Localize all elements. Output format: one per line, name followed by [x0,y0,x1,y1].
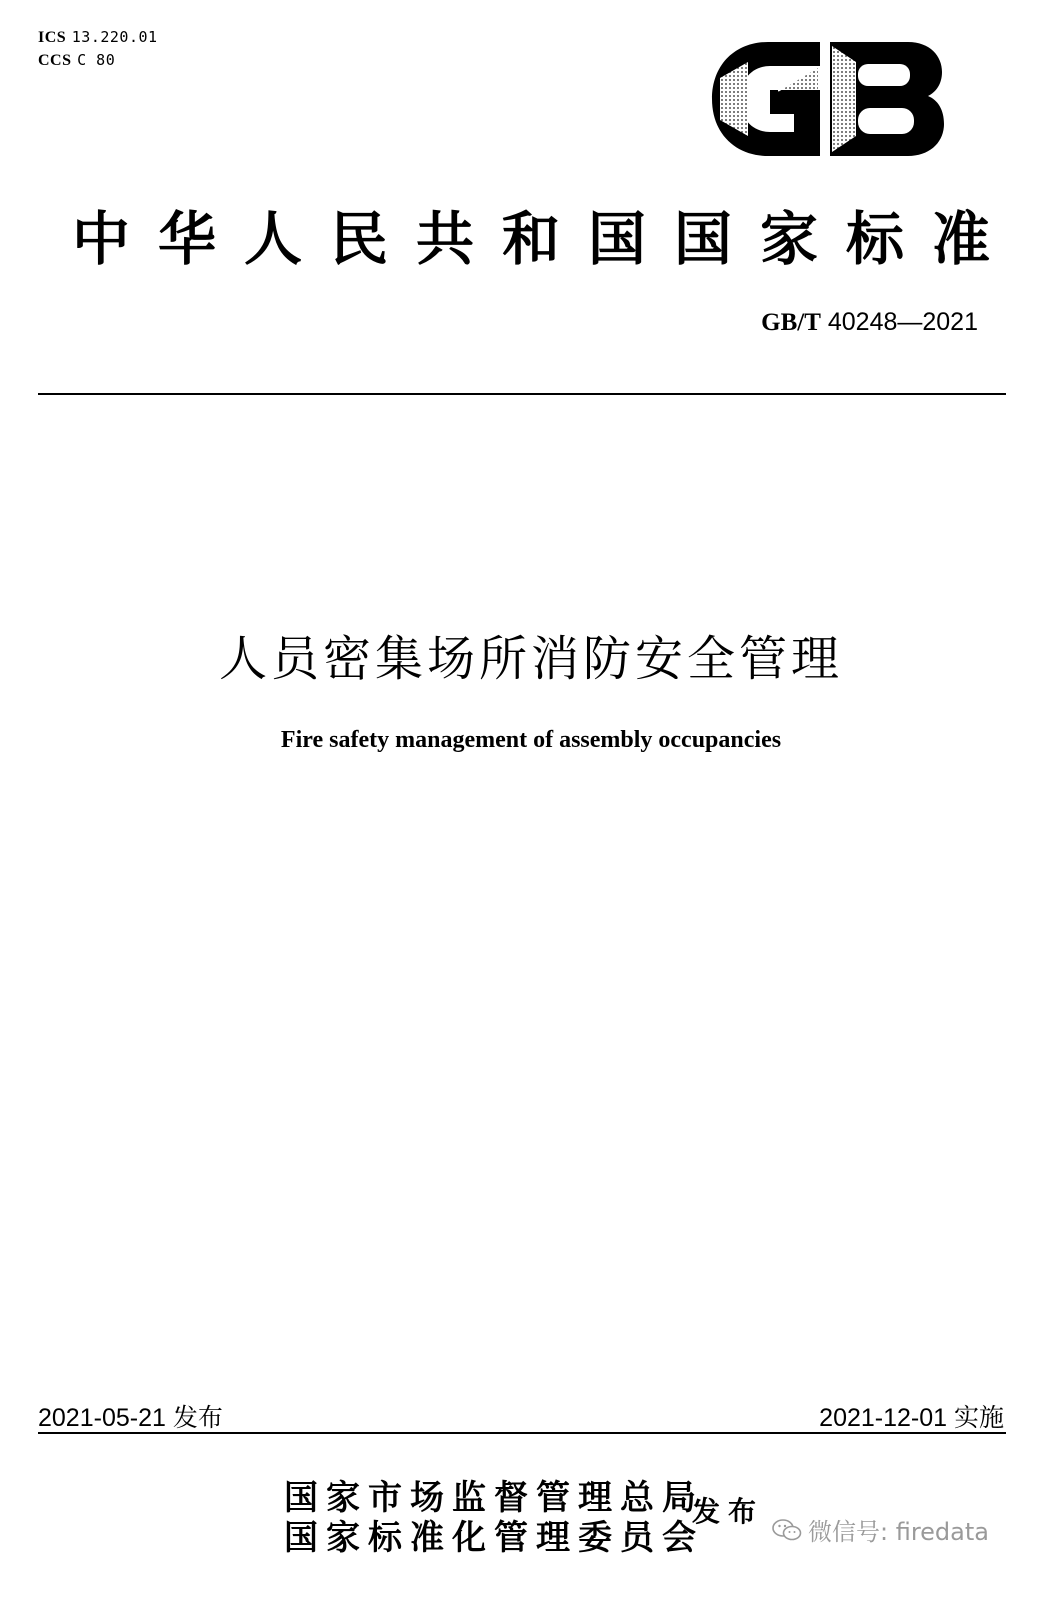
classification-codes [38,26,158,72]
footer-divider [38,1432,1006,1434]
ccs-code: C 80 [77,51,116,69]
wechat-watermark [772,1512,989,1547]
publish-date: 2021-05-21 发布 [38,1404,223,1432]
document-title-en: Fire safety management of assembly occupancies [280,727,782,753]
ccs-label: CCS [38,52,72,69]
ics-code: 13.220.01 [71,28,158,46]
authority-sac: 国家标准化管理委员会 [284,1518,704,1558]
wechat-icon [772,1518,802,1542]
watermark-text: 微信号: firedata [808,1518,989,1546]
authority-samr: 国家市场监督管理总局 [284,1478,704,1518]
document-title-cn: 人员密集场所消防安全管理 [218,631,843,687]
ccs-line [38,49,158,72]
ics-label: ICS [38,29,67,46]
issue-label: 发布 [692,1495,765,1528]
standard-number [761,308,978,337]
ics-line [38,26,158,49]
national-standard-title: 中华人民共和国国家标准 [71,205,1018,273]
standard-code: 40248—2021 [827,308,978,336]
standard-prefix: GB/T [761,309,821,336]
implement-date: 2021-12-01 实施 [819,1404,1004,1432]
gb-logo-icon [708,38,948,160]
header-divider [38,393,1006,395]
